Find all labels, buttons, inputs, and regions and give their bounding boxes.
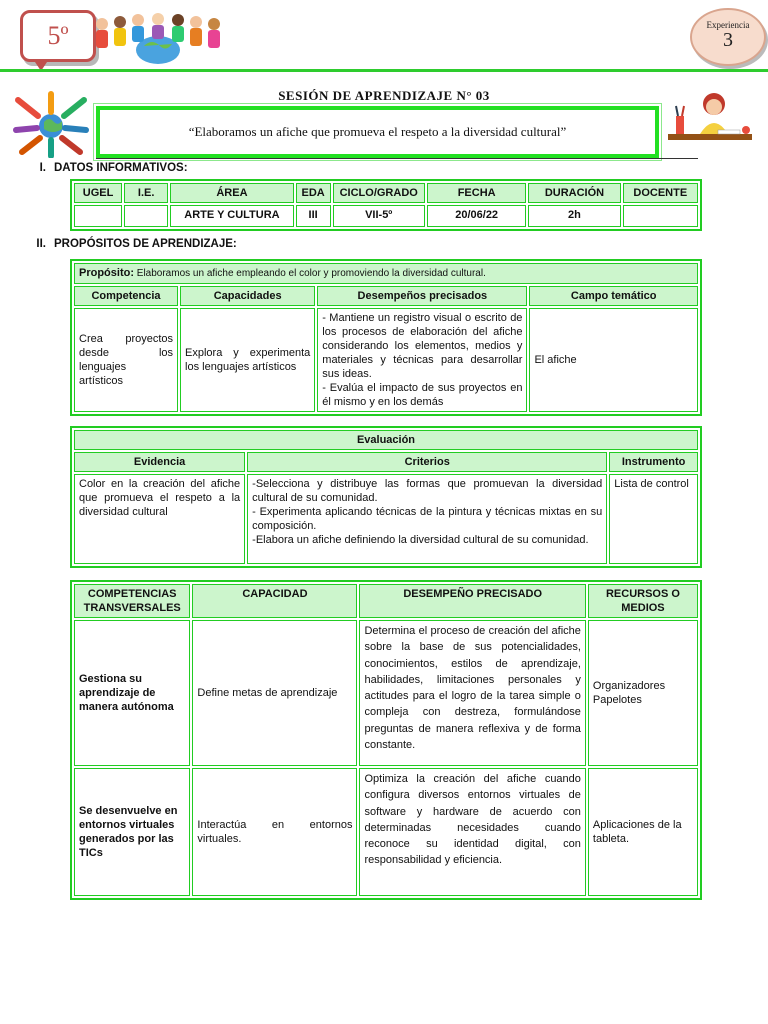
criterio-item: - Experimenta aplicando técnicas de la pintura y técnicas mixtas en su composición.: [252, 506, 603, 532]
header-cell-capacidades: Capacidades: [180, 286, 315, 306]
instrumento-cell: Lista de control: [609, 474, 698, 564]
teacher-desk-illustration: [662, 90, 754, 156]
experience-label: Experiencia: [706, 20, 750, 30]
grade-badge: [20, 10, 96, 62]
grade-label: 5º: [47, 21, 69, 50]
title-underline: [96, 158, 698, 159]
evaluacion-table: [70, 426, 702, 568]
header-cell-ie: I.E.: [124, 183, 168, 203]
proposito-text: Elaboramos un afiche empleando el color y promoviendo la diversidad cultural.: [134, 268, 486, 279]
capacidad-cell: Define metas de aprendizaje: [192, 620, 357, 766]
section-title: PROPÓSITOS DE APRENDIZAJE:: [54, 238, 237, 250]
recursos-cell: Aplicaciones de la tableta.: [588, 768, 698, 896]
table-row: [74, 768, 698, 896]
desempeno-item: - Evalúa el impacto de sus proyectos en él mismo y en los demás: [322, 382, 523, 408]
section-number: II.: [36, 238, 46, 250]
session-subtitle-box: [96, 106, 659, 158]
desempeno-cell: Optimiza la creación del afiche cuando configura diversos entornos virtuales de software y hardware de acuerdo con determinadas necesidades cuando reconoce su identidad digital, con responsabilidad y eficiencia.: [359, 768, 585, 896]
header-cell-duracion: DURACIÓN: [528, 183, 620, 203]
transversales-table: [70, 580, 702, 900]
header-cell-competencia: Competencia: [74, 286, 178, 306]
value-cell-ie: [124, 205, 168, 227]
experience-badge: [690, 8, 766, 66]
criterios-cell: [247, 474, 607, 564]
session-title: SESIÓN DE APRENDIZAJE N° 03: [278, 88, 490, 103]
section-propositos-heading: [30, 238, 237, 250]
hands-globe-icon: [10, 90, 92, 158]
header-cell-instrumento: Instrumento: [609, 452, 698, 472]
desempeno-item: - Mantiene un registro visual o escrito de los procesos de elaboración del afiche considerando los elementos, medios y materiales y técnicas para desarrollar sus ideas.: [322, 312, 523, 380]
value-cell-duracion: 2h: [528, 205, 620, 227]
children-globe-illustration: [92, 10, 224, 66]
header-cell-ugel: UGEL: [74, 183, 122, 203]
datos-table: [70, 179, 702, 231]
header-cell-competencias-transversales: COMPETENCIAS TRANSVERSALES: [74, 584, 190, 618]
desempenos-cell: [317, 308, 527, 412]
value-cell-eda: III: [296, 205, 331, 227]
competencia-cell: Se desenvuelve en entornos virtuales generados por las TICs: [74, 768, 190, 896]
value-cell-area: ARTE Y CULTURA: [170, 205, 294, 227]
section-number: I.: [39, 162, 46, 174]
value-cell-ugel: [74, 205, 122, 227]
header-cell-recursos: RECURSOS O MEDIOS: [588, 584, 698, 618]
competencia-cell: Gestiona su aprendizaje de manera autónoma: [74, 620, 190, 766]
experience-number: 3: [723, 29, 733, 51]
header-cell-desempeno-precisado: DESEMPEÑO PRECISADO: [359, 584, 585, 618]
evidencia-cell: Color en la creación del afiche que promueva el respeto a la diversidad cultural: [74, 474, 245, 564]
section-datos-heading: [30, 162, 188, 174]
header-cell-docente: DOCENTE: [623, 183, 698, 203]
capacidades-cell: Explora y experimenta los lenguajes artísticos: [180, 308, 315, 412]
capacidad-cell: Interactúa en entornos virtuales.: [192, 768, 357, 896]
header-cell-campo: Campo temático: [529, 286, 698, 306]
criterio-item: -Elabora un afiche definiendo la diversidad cultural de su comunidad.: [252, 534, 589, 546]
section-title: DATOS INFORMATIVOS:: [54, 162, 188, 174]
header-cell-criterios: Criterios: [247, 452, 607, 472]
header-cell-capacidad: CAPACIDAD: [192, 584, 357, 618]
campo-tematico-cell: El afiche: [529, 308, 698, 412]
header-cell-evidencia: Evidencia: [74, 452, 245, 472]
table-row: [74, 620, 698, 766]
proposito-row: [74, 263, 698, 284]
header-cell-fecha: FECHA: [427, 183, 526, 203]
propositos-table: [70, 259, 702, 416]
header-cell-area: ÁREA: [170, 183, 294, 203]
header-cell-eda: EDA: [296, 183, 331, 203]
value-cell-docente: [623, 205, 698, 227]
session-subtitle: “Elaboramos un afiche que promueva el respeto a la diversidad cultural”: [188, 124, 567, 139]
proposito-label: Propósito:: [79, 267, 134, 279]
recursos-cell: Organizadores Papelotes: [588, 620, 698, 766]
header-cell-desempenos: Desempeños precisados: [317, 286, 527, 306]
desempeno-cell: Determina el proceso de creación del afiche sobre la base de sus potencialidades, conocimientos, estilos de aprendizaje, habilidades, limitaciones personales y actitudes para el logro de la tarea simple o compleja con destreza, formulándose preguntas de manera reflexiva y de forma constante.: [359, 620, 585, 766]
competencia-cell: Crea proyectos desde los lenguajes artísticos: [74, 308, 178, 412]
value-cell-ciclo: VII-5º: [333, 205, 425, 227]
value-cell-fecha: 20/06/22: [427, 205, 526, 227]
header-cell-ciclo: CICLO/GRADO: [333, 183, 425, 203]
header-divider: [0, 69, 768, 72]
criterio-item: -Selecciona y distribuye las formas que promuevan la diversidad cultural de su comunidad.: [252, 478, 603, 504]
evaluacion-title: Evaluación: [74, 430, 698, 450]
